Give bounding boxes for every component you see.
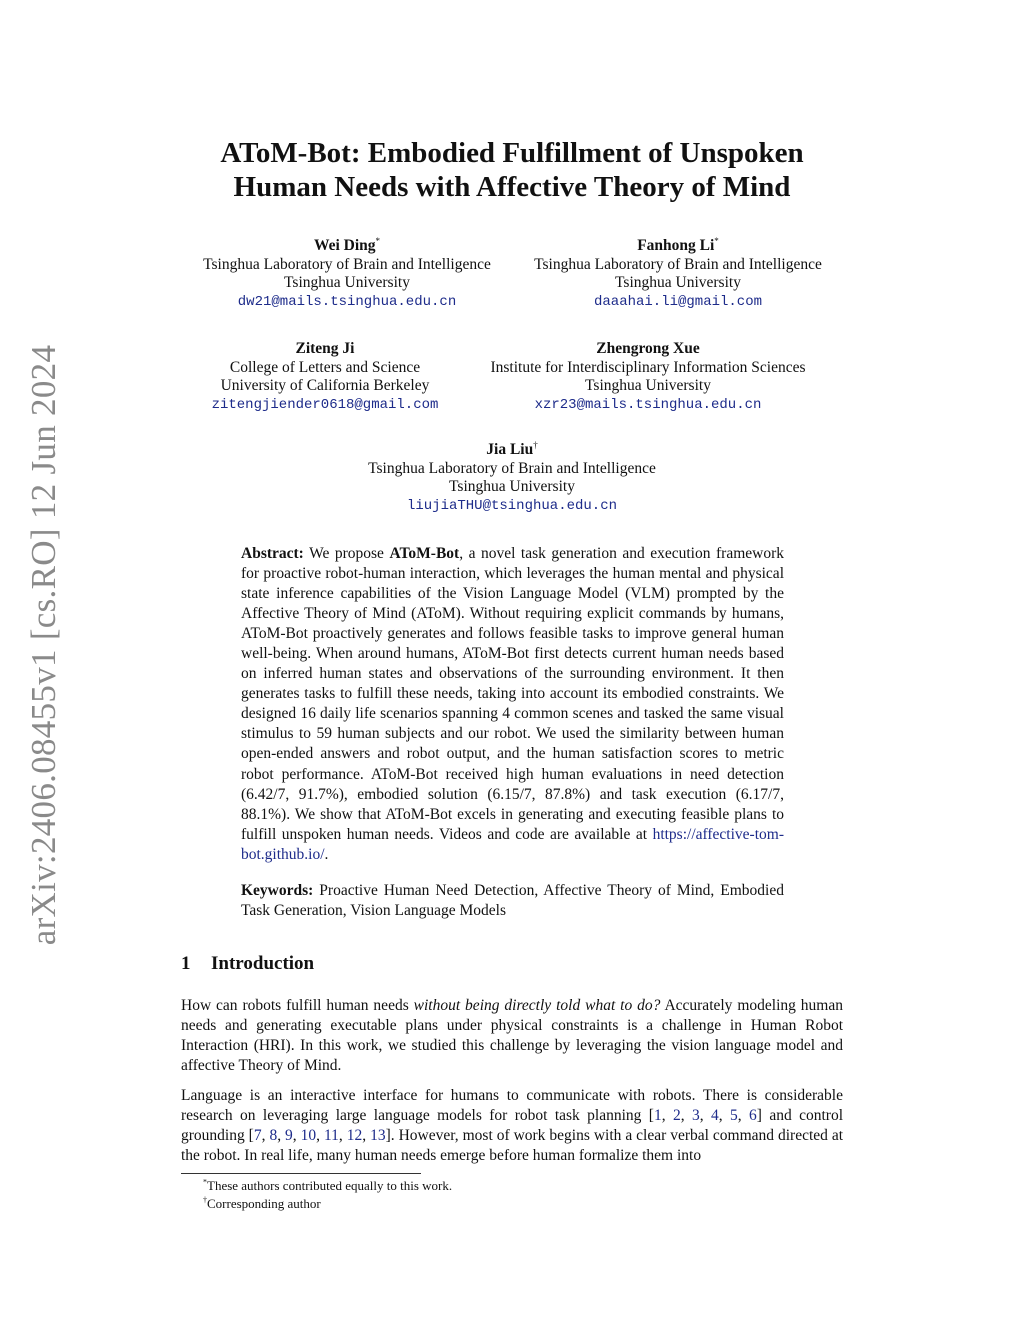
title-line-1: AToM-Bot: Embodied Fulfillment of Unspoken bbox=[220, 137, 804, 169]
author-block-wei-ding bbox=[186, 237, 508, 311]
footnote-corresponding-author bbox=[203, 1196, 321, 1212]
author-affiliation: Tsinghua Laboratory of Brain and Intelligence bbox=[534, 255, 822, 273]
abstract-label: Abstract: bbox=[241, 545, 304, 562]
author-affiliation: College of Letters and Science bbox=[229, 358, 421, 376]
author-affiliation: Institute for Interdisciplinary Information Sciences bbox=[490, 358, 806, 376]
author-block-jia-liu bbox=[352, 441, 672, 515]
author-block-fanhong-li bbox=[517, 237, 839, 311]
author-name: Wei Ding bbox=[313, 237, 376, 254]
paragraph-text: ] and control grounding [ bbox=[181, 1107, 844, 1144]
section-heading-introduction bbox=[181, 953, 314, 975]
author-mark: * bbox=[714, 235, 719, 246]
paragraph-text: Accurately modeling human needs and generating executable plans under physical constraints is a challenge in Human Robot Interaction (HRI). In this work, we studied this challenge by leveraging the vision language model and affective Theory of Mind. bbox=[181, 997, 843, 1074]
author-affiliation: Tsinghua Laboratory of Brain and Intelligence bbox=[203, 255, 491, 273]
abstract-text: . bbox=[324, 845, 329, 863]
author-name: Zhengrong Xue bbox=[596, 340, 700, 357]
section-title: Introduction bbox=[211, 953, 315, 974]
author-name: Ziteng Ji bbox=[295, 340, 355, 357]
system-name: AToM-Bot bbox=[389, 545, 460, 562]
citation-link[interactable]: 3 bbox=[692, 1107, 700, 1124]
citation-link[interactable]: 5 bbox=[730, 1107, 738, 1124]
author-email[interactable]: liujiaTHU@tsinghua.edu.cn bbox=[406, 497, 618, 514]
author-mark: † bbox=[533, 439, 538, 450]
author-university: Tsinghua University bbox=[284, 274, 410, 291]
arxiv-side-banner bbox=[14, 330, 74, 960]
author-university: University of California Berkeley bbox=[220, 377, 430, 394]
intro-paragraph-1 bbox=[181, 996, 843, 1076]
paper-title bbox=[120, 136, 904, 204]
footnote-text: Corresponding author bbox=[207, 1196, 321, 1211]
keywords-text: Proactive Human Need Detection, Affective Theory of Mind, Embodied Task Generation, Vision Language Models bbox=[241, 882, 784, 919]
citation-link[interactable]: 8 bbox=[269, 1127, 278, 1144]
author-university: Tsinghua University bbox=[585, 377, 711, 394]
author-affiliation: Tsinghua Laboratory of Brain and Intelligence bbox=[368, 459, 656, 477]
author-university: Tsinghua University bbox=[615, 274, 741, 291]
citation-link[interactable]: 7 bbox=[253, 1127, 262, 1144]
title-line-2: Human Needs with Affective Theory of Mind bbox=[233, 171, 791, 203]
author-email[interactable]: xzr23@mails.tsinghua.edu.cn bbox=[534, 396, 762, 413]
abstract-text: , a novel task generation and execution framework for proactive robot-human interaction, which leverages the human mental and physical state inference capabilities of the Vision Language Model (VLM) prompted by the Affective Theory of Mind (AToM). Without requiring explicit commands by humans, AToM-Bot proactively generates and follows feasible tasks to improve general human well-being. When around humans, AToM-Bot first detects current human needs based on inferred human states and observations of the surrounding environment. It then generates tasks to fulfill these needs, taking into account its embodied constraints. We designed 16 daily life scenarios spanning 4 common scenes and tasked the same visual stimulus to 59 human subjects and our robot. We used the similarity between human open-ended answers and robot output, and the human satisfaction scores to metric robot performance. AToM-Bot received high human evaluations in need detection (6.42/7, 91.7%), embodied solution (6.15/7, 87.8%) and task execution (6.17/7, 88.1%). We show that AToM-Bot excels in generating and executing feasible plans to fulfill unspoken human needs. Videos and code are available at bbox=[241, 545, 784, 843]
author-block-ziteng-ji bbox=[194, 340, 456, 414]
citation-link[interactable]: 4 bbox=[711, 1107, 719, 1124]
citation-link[interactable]: 11 bbox=[323, 1127, 339, 1144]
citation-link[interactable]: 12 bbox=[346, 1127, 363, 1144]
footnote-mark: * bbox=[203, 1177, 207, 1187]
intro-paragraph-2: Language is an interactive interface for humans to communicate with robots. There is considerable research on leveraging large language models for robot task planning [1, 2, 3, 4, 5, 6] and control grounding [7, 8, 9, 10, 11, 12, 13]. However, most of work begins with a clear verbal command directed at the robot. In real life, many human needs emerge before human formalize them into bbox=[181, 1087, 844, 1164]
citation-link[interactable]: 1 bbox=[653, 1107, 662, 1124]
abstract bbox=[241, 544, 784, 865]
citation-link[interactable]: 13 bbox=[370, 1127, 386, 1144]
project-link[interactable]: https://affective-tom-bot.github.io/ bbox=[241, 825, 784, 863]
paragraph-text: Language is an interactive interface for humans to communicate with robots. There is considerable research on leveraging large language models for robot task planning [ bbox=[181, 1087, 843, 1124]
keywords-label: Keywords: bbox=[241, 882, 314, 899]
abstract-text: We propose bbox=[303, 545, 390, 562]
section-number: 1 bbox=[181, 953, 191, 974]
paragraph-emphasis: without being directly told what to do? bbox=[413, 997, 661, 1014]
author-email[interactable]: dw21@mails.tsinghua.edu.cn bbox=[237, 293, 457, 310]
citation-link[interactable]: 2 bbox=[672, 1107, 681, 1124]
footnote-text: These authors contributed equally to this work. bbox=[207, 1178, 453, 1193]
author-university: Tsinghua University bbox=[449, 478, 575, 495]
citation-link[interactable]: 9 bbox=[285, 1127, 293, 1144]
arxiv-identifier: arXiv:2406.08455v1 [cs.RO] 12 Jun 2024 bbox=[24, 344, 63, 946]
author-mark: * bbox=[375, 235, 381, 246]
citation-link[interactable]: 6 bbox=[749, 1107, 757, 1124]
footnote-equal-contribution bbox=[203, 1178, 452, 1194]
paragraph-text: ]. However, most of work begins with a clear verbal command directed at the robot. In real life, many human needs emerge before human formalize them into bbox=[181, 1127, 844, 1164]
keywords bbox=[241, 881, 784, 921]
footnote-mark: † bbox=[203, 1195, 207, 1205]
author-email[interactable]: daaahai.li@gmail.com bbox=[593, 293, 763, 310]
author-name: Jia Liu bbox=[486, 441, 534, 458]
author-block-zhengrong-xue bbox=[468, 340, 828, 414]
footnote-divider bbox=[181, 1173, 421, 1174]
citation-link[interactable]: 10 bbox=[300, 1127, 317, 1144]
author-email[interactable]: zitengjiender0618@gmail.com bbox=[211, 396, 439, 413]
author-name: Fanhong Li bbox=[637, 237, 715, 254]
paragraph-text: How can robots fulfill human needs bbox=[181, 997, 414, 1014]
